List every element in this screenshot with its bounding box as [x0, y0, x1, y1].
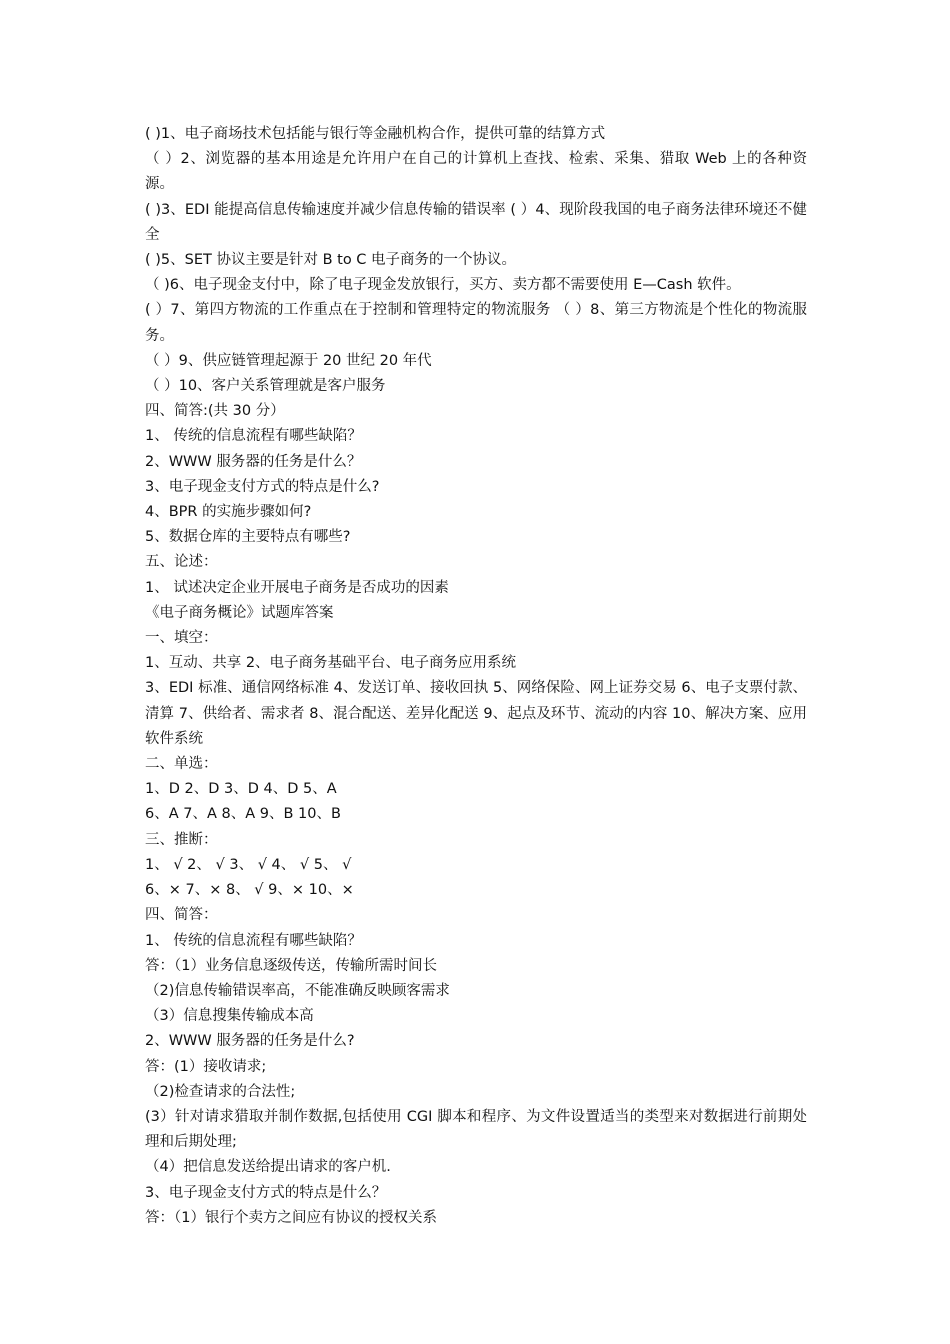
short-answer-question-2: 2、WWW 服务器的任务是什么？ [145, 453, 362, 470]
answer-short-1-point-2: （2)信息传输错误率高，不能准确反映顾客需求 [145, 982, 450, 999]
answer-heading-short-answer: 四、简答： [145, 907, 218, 924]
answer-heading-single-choice: 二、单选： [145, 756, 218, 773]
answer-short-question-1: 1、 传统的信息流程有哪些缺陷？ [145, 932, 362, 949]
essay-question-1: 1、 试述决定企业开展电子商务是否成功的因素 [145, 579, 449, 596]
answer-fill-blank-1-2: 1、互动、共享 2、电子商务基础平台、电子商务应用系统 [145, 655, 517, 672]
question-true-false-6: （ )6、电子现金支付中，除了电子现金发放银行，买方、卖方都不需要使用 E—Cash 软件。 [145, 277, 741, 294]
short-answer-question-4: 4、BPR 的实施步骤如何? [145, 504, 312, 521]
answer-true-false-6-10: 6、× 7、× 8、 √ 9、× 10、× [145, 882, 354, 899]
document-body [145, 122, 807, 1231]
short-answer-question-5: 5、数据仓库的主要特点有哪些? [145, 529, 351, 546]
answer-key-title: 《电子商务概论》试题库答案 [145, 604, 334, 621]
answer-short-2-point-2: （2)检查请求的合法性; [145, 1083, 296, 1100]
short-answer-question-1: 1、 传统的信息流程有哪些缺陷？ [145, 428, 362, 445]
question-true-false-5: ( )5、SET 协议主要是针对 B to C 电子商务的一个协议。 [145, 252, 517, 269]
question-true-false-2: （ ）2、浏览器的基本用途是允许用户在自己的计算机上查找、检索、采集、猎取 Web 上的各种资源。 [145, 151, 807, 193]
answer-short-2-point-1: 答：(1）接收请求; [145, 1058, 267, 1075]
answer-true-false-1-5: 1、 √ 2、 √ 3、 √ 4、 √ 5、 √ [145, 856, 352, 873]
question-true-false-3-4: ( )3、EDI 能提高信息传输速度并减少信息传输的错误率 ( ）4、现阶段我国的电子商务法律环境还不健全 [145, 201, 807, 243]
question-true-false-9: （ ）9、供应链管理起源于 20 世纪 20 年代 [145, 352, 432, 369]
answer-short-1-point-3: （3）信息搜集传输成本高 [145, 1008, 314, 1025]
answer-heading-fill-blank: 一、填空： [145, 630, 218, 647]
answer-single-choice-6-10: 6、A 7、A 8、A 9、B 10、B [145, 806, 341, 823]
answer-short-1-point-1: 答：（1）业务信息逐级传送，传输所需时间长 [145, 957, 437, 974]
answer-fill-blank-3-10: 3、EDI 标准、通信网络标准 4、发送订单、接收回执 5、网络保险、网上证券交易 6、电子支票付款、清算 7、供给者、需求者 8、混合配送、差异化配送 9、起点及环节、流动的内容 10、解决方案、应用软件系统 [145, 680, 808, 747]
section-heading-essay: 五、论述： [145, 554, 218, 571]
answer-short-question-2: 2、WWW 服务器的任务是什么? [145, 1033, 355, 1050]
question-true-false-1: ( )1、电子商场技术包括能与银行等金融机构合作，提供可靠的结算方式 [145, 126, 606, 142]
question-true-false-10: （ ）10、客户关系管理就是客户服务 [145, 378, 386, 395]
answer-short-3-point-1: 答：（1）银行个卖方之间应有协议的授权关系 [145, 1209, 437, 1226]
answer-heading-true-false: 三、推断： [145, 831, 218, 848]
short-answer-question-3: 3、电子现金支付方式的特点是什么? [145, 478, 380, 495]
answer-short-2-point-4: （4）把信息发送给提出请求的客户机. [145, 1159, 391, 1176]
question-true-false-7-8: ( ）7、第四方物流的工作重点在于控制和管理特定的物流服务 （ ）8、第三方物流是个性化的物流服务。 [145, 302, 807, 344]
answer-short-2-point-3: (3）针对请求猎取并制作数据,包括使用 CGI 脚本和程序、为文件设置适当的类型来对数据进行前期处理和后期处理; [145, 1108, 807, 1151]
answer-single-choice-1-5: 1、D 2、D 3、D 4、D 5、A [145, 781, 337, 798]
section-heading-short-answer: 四、简答:(共 30 分） [145, 403, 285, 420]
answer-short-question-3: 3、电子现金支付方式的特点是什么？ [145, 1184, 387, 1201]
